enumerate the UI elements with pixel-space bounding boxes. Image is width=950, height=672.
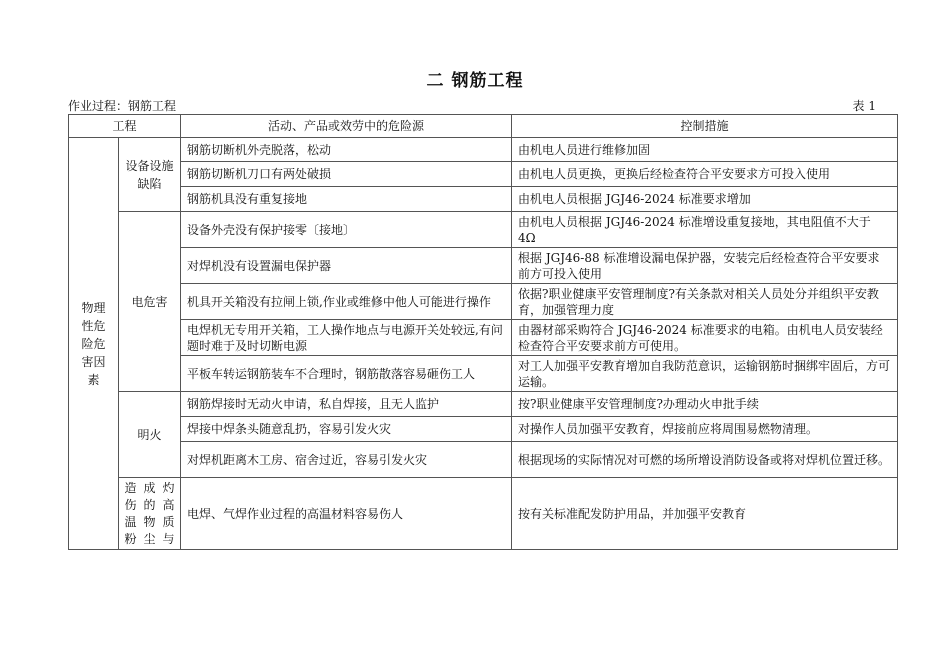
table-row — [69, 356, 898, 392]
table-row — [69, 417, 898, 442]
control-cell: 由机电人员更换，更换后经检查符合平安要求方可投入使用 — [512, 162, 898, 187]
table-row — [69, 212, 898, 248]
control-cell: 依据?职业健康平安管理制度?有关条款对相关人员处分并组织平安教育，加强管理力度 — [512, 284, 898, 320]
control-cell: 由机电人员根据 JGJ46-2024 标准要求增加 — [512, 187, 898, 212]
process-label: 作业过程：钢筋工程 — [68, 99, 177, 113]
category-line: 害因 — [81, 354, 106, 369]
hazard-table — [68, 114, 898, 550]
hazard-cell: 电焊机无专用开关箱，工人操作地点与电源开关处较远,有问题时难于及时切断电源 — [181, 320, 512, 356]
table-row — [69, 284, 898, 320]
hazard-cell: 平板车转运钢筋装车不合理时，钢筋散落容易砸伤工人 — [181, 356, 512, 392]
table-row — [69, 442, 898, 478]
header-project: 工程 — [69, 115, 181, 138]
table-row — [69, 248, 898, 284]
subcategory-cell — [119, 138, 181, 212]
control-cell: 由机电人员根据 JGJ46-2024 标准增设重复接地，其电阻值不大于 4Ω — [512, 212, 898, 248]
hazard-cell: 电焊、气焊作业过程的高温材料容易伤人 — [181, 478, 512, 550]
control-cell: 由器材部采购符合 JGJ46-2024 标准要求的电箱。由机电人员安装经检查符合平安要求前方可使用。 — [512, 320, 898, 356]
table-row — [69, 320, 898, 356]
hazard-cell: 钢筋机具没有重复接地 — [181, 187, 512, 212]
hazard-cell: 对焊机没有设置漏电保护器 — [181, 248, 512, 284]
subcategory-line: 温物质 — [124, 514, 175, 529]
header-row — [69, 115, 898, 138]
header-hazard: 活动、产品或效劳中的危险源 — [181, 115, 512, 138]
control-cell: 根据 JGJ46-88 标准增设漏电保护器，安装完后经检查符合平安要求前方可投入使用 — [512, 248, 898, 284]
table-row — [69, 138, 898, 162]
table-row — [69, 187, 898, 212]
subcategory-cell — [119, 392, 181, 478]
subcategory-line: 粉尘与 — [124, 531, 175, 546]
hazard-cell: 对焊机距离木工房、宿舍过近，容易引发火灾 — [181, 442, 512, 478]
category-line: 素 — [87, 372, 100, 387]
category-cell — [69, 138, 119, 550]
control-cell: 对操作人员加强平安教育，焊接前应将周围易燃物清理。 — [512, 417, 898, 442]
subcategory-line: 伤的高 — [124, 497, 175, 512]
hazard-cell: 设备外壳没有保护接零〔接地〕 — [181, 212, 512, 248]
table-number: 表 1 — [852, 99, 876, 113]
subcategory-label: 明火 — [137, 427, 162, 442]
page-title: 二 钢筋工程 — [426, 71, 524, 91]
header-control: 控制措施 — [512, 115, 898, 138]
table-row — [69, 392, 898, 417]
control-cell: 按?职业健康平安管理制度?办理动火申批手续 — [512, 392, 898, 417]
subcategory-line: 造成灼 — [124, 480, 175, 495]
category-line: 性危 — [81, 318, 106, 333]
control-cell: 按有关标准配发防护用品，并加强平安教育 — [512, 478, 898, 550]
category-line: 险危 — [81, 336, 106, 351]
control-cell: 由机电人员进行维修加固 — [512, 138, 898, 162]
control-cell: 根据现场的实际情况对可燃的场所增设消防设备或将对焊机位置迁移。 — [512, 442, 898, 478]
hazard-cell: 机具开关箱没有拉闸上锁,作业或维修中他人可能进行操作 — [181, 284, 512, 320]
subcategory-label: 设备设施缺陷 — [125, 158, 174, 191]
hazard-cell: 钢筋切断机外壳脱落，松动 — [181, 138, 512, 162]
subcategory-label: 电危害 — [131, 294, 168, 309]
subcategory-cell — [119, 478, 181, 550]
hazard-cell: 钢筋切断机刀口有两处破损 — [181, 162, 512, 187]
hazard-cell: 钢筋焊接时无动火申请，私自焊接，且无人监护 — [181, 392, 512, 417]
subcategory-cell — [119, 212, 181, 392]
table-row — [69, 478, 898, 550]
table-meta — [68, 97, 876, 113]
hazard-cell: 焊接中焊条头随意乱扔，容易引发火灾 — [181, 417, 512, 442]
control-cell: 对工人加强平安教育增加自我防范意识，运输钢筋时捆绑牢固后，方可运输。 — [512, 356, 898, 392]
category-line: 物理 — [81, 300, 106, 315]
table-row — [69, 162, 898, 187]
